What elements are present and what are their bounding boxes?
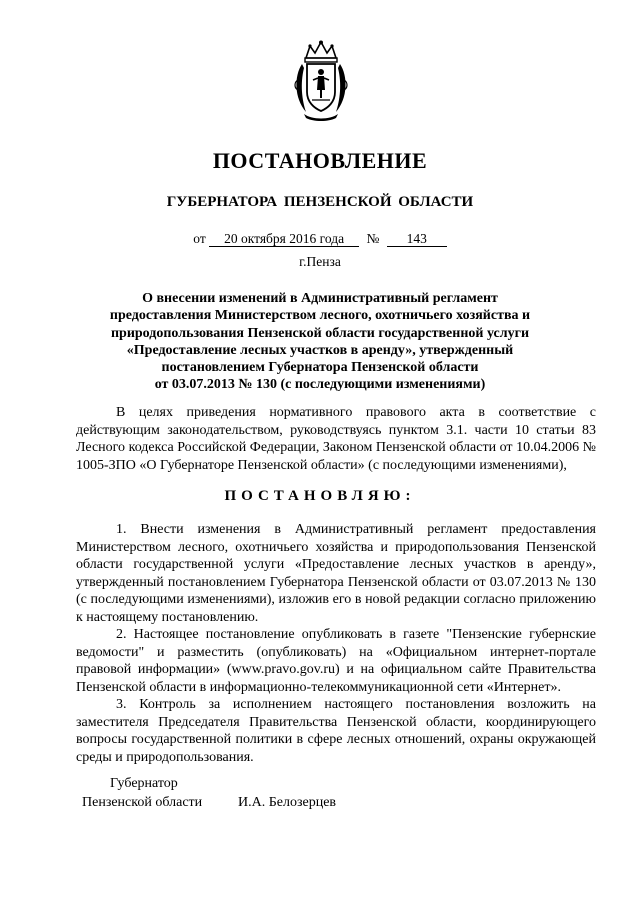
preamble-paragraph: В целях приведения нормативного правового акта в соответствие с действующим законодательством, руководствуясь пунктом 3.1. части 10 статьи 83 Лесного кодекса Российской Федерации, Законом Пензенской области от 10.04.2006 № 1005-ЗПО «О Губернаторе Пензенской области» (с последующими изменениями), [76,405,596,473]
document-title: ПОСТАНОВЛЕНИЕ [212,148,428,173]
decree-item: 2. Настоящее постановление опубликовать в газете "Пензенские губернские ведомости" и разместить (опубликовать) на «Официальном интернет-портале правовой информации» (www.pravo.gov.ru) и на официальном сайте Правительства Пензенской области в информационно-телекоммуникационной сети «Интернет». [76,627,596,695]
decree-items [76,521,596,766]
date-prefix: от [193,231,206,246]
heading-line: природопользования Пензенской области государственной услуги [110,325,530,341]
decree-word: ПОСТАНОВЛЯЮ: [224,488,416,504]
number-label: № [366,231,380,246]
preamble-block [76,404,596,474]
signatory-region: Пензенской области [82,795,203,810]
heading-line: от 03.07.2013 № 130 (с последующими изменениями) [154,377,486,393]
signatory-title: Губернатор [110,776,178,791]
issuing-authority: ГУБЕРНАТОРА ПЕНЗЕНСКОЙ ОБЛАСТИ [166,194,474,210]
decree-item: 1. Внести изменения в Административный регламент предоставления Министерством лесного, охотничьего хозяйства и природопользования Пензенской области государственной услуги «Предоставление лесных участков в аренду», утвержденный постановлением Губернатора Пензенской области от 03.07.2013 № 130 (с последующими изменениями), изложив его в новой редакции согласно приложению к настоящему постановлению. [76,522,596,625]
document-date: 20 октября 2016 года [209,231,359,247]
document-heading [0,290,640,394]
decree-item: 3. Контроль за исполнением настоящего постановления возложить на заместителя Председателя Правительства Пензенской области, координирующего вопросы государственной политики в сфере лесных отношений, охраны окружающей среды и природопользования. [76,697,596,765]
coat-of-arms-emblem [292,40,350,122]
heading-line: «Предоставление лесных участков в аренду», утвержденный [126,342,514,358]
city: г.Пенза [299,254,341,269]
heading-line: предоставления Министерством лесного, охотничьего хозяйства и [109,308,531,324]
document-number: 143 [387,231,447,247]
heading-line: постановлением Губернатора Пензенской области [161,360,479,376]
date-number-line [0,231,640,247]
signatory-name: И.А. Белозерцев [238,795,337,810]
heading-line: О внесении изменений в Административный регламент [142,291,498,306]
